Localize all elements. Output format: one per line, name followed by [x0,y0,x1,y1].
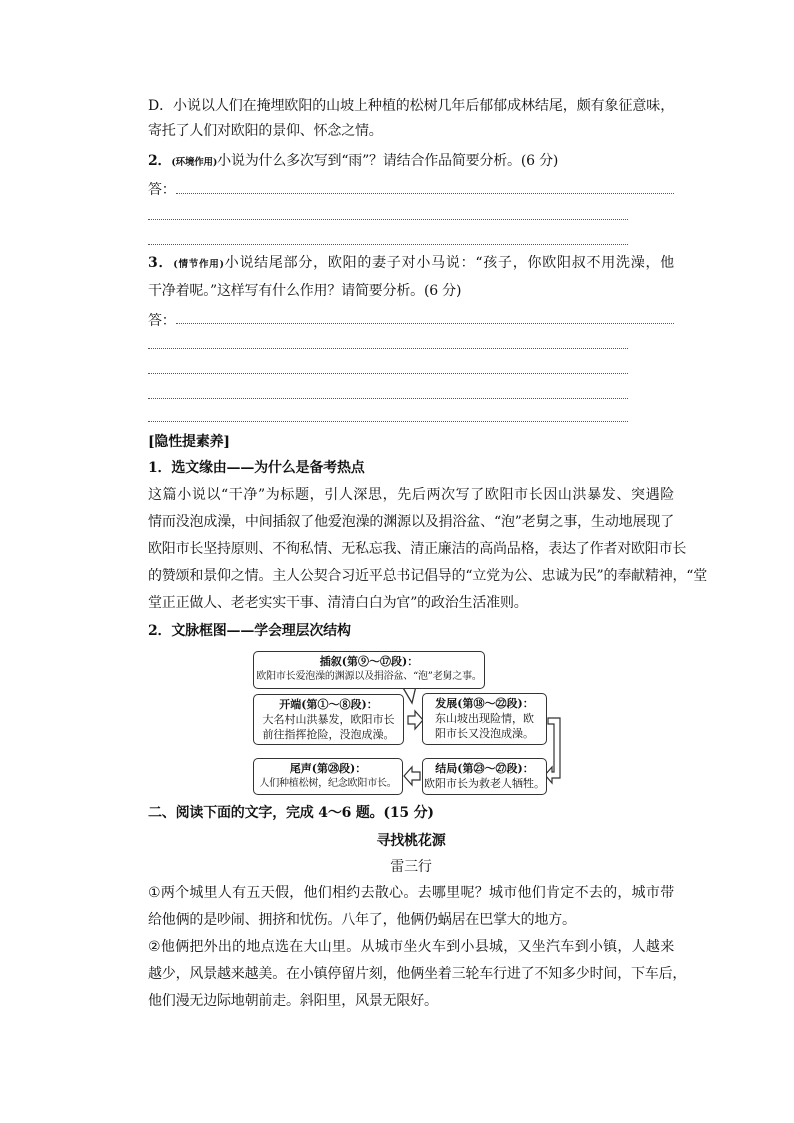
box-coda: 尾声(第㉘段)： 人们种植松树，纪念欧阳市长。 [253,758,403,795]
section-heading-1: 1．选文缘由——为什么是备考热点 [148,460,365,476]
answer-line[interactable] [148,373,628,374]
paragraph-line: 堂正正做人、老老实实干事、清清白白为官”的政治生活准则。 [148,595,528,611]
paragraph-line: 的赞颂和景仰之情。主人公契合习近平总书记倡导的“立党为公、忠诚为民”的奉献精神，“堂 [148,568,708,584]
answer-label: 答： [148,313,176,329]
paragraph-line: 这篇小说以“干净”为标题，引人深思，先后两次写了欧阳市长因山洪暴发、突遇险 [148,487,674,503]
option-d-line2: 寄托了人们对欧阳的景仰、怀念之情。 [148,123,383,139]
question-3-line1 [148,253,674,275]
option-d-line1: D．小说以人们在掩埋欧阳的山坡上种植的松树几年后郁郁成林结尾，颇有象征意味， [148,98,674,114]
question-text: 小说为什么多次写到“雨”？请结合作品简要分析。(6 分) [217,153,559,169]
paragraph-line: 欧阳市长坚持原则、不徇私情、无私忘我、清正廉洁的高尚品格，表达了作者对欧阳市长 [148,541,687,557]
question-number: 3． [148,255,174,271]
box-opening: 开端(第①～⑧段)： 大名村山洪暴发，欧阳市长 前往指挥抢险，没泡成澡。 [253,694,404,745]
question-text: 小说结尾部分，欧阳的妻子对小马说：“孩子，你欧阳叔不用洗澡，他 [223,255,674,271]
question-tag: (环境作用) [171,157,218,168]
answer-line[interactable] [176,323,674,324]
answer-line[interactable] [148,348,628,349]
paragraph-line: ②他俩把外出的地点选在大山里。从城市坐火车到小县城，又坐汽车到小镇，人越来 [148,939,674,955]
arrow-left-icon [404,767,420,785]
answer-line[interactable] [148,421,628,422]
section-heading-2: 2．文脉框图——学会理层次结构 [148,623,351,639]
article-author: 雷三行 [390,859,432,875]
question-tag: (情节作用) [173,259,224,270]
answer-line[interactable] [148,244,628,245]
box-ending: 结局(第㉓～㉗段)： 欧阳市长为救老人牺牲。 [422,758,547,795]
paragraph-line: 越少，风景越来越美。在小镇停留片刻，他俩坐着三轮车行进了不知多少时间，下车后， [148,966,687,982]
answer-line[interactable] [148,219,628,220]
answer-line[interactable] [176,193,674,194]
paragraph-line: 他们漫无边际地朝前走。斜阳里，风景无限好。 [148,993,438,1009]
answer-line[interactable] [148,398,628,399]
section-title: [隐性提素养] [148,434,230,450]
paragraph-line: 情而没泡成澡，中间插叙了他爱泡澡的渊源以及捐浴盆、“泡”老舅之事，生动地展现了 [148,514,674,530]
article-title: 寻找桃花源 [376,833,446,849]
question-2 [148,151,674,173]
question-3-line2: 干净着呢。”这样写有什么作用？请简要分析。(6 分) [148,283,462,299]
box-flashback: 插叙(第⑨～⑰段)： 欧阳市长爱泡澡的渊源以及捐浴盆、“泡”老舅之事。 [253,651,485,689]
answer-label: 答： [148,182,176,198]
box-development: 发展(第⑱～㉒段)： 东山坡出现险情，欧 阳市长又没泡成澡。 [422,693,547,745]
part2-heading: 二、阅读下面的文字，完成 4～6 题。(15 分) [148,805,434,821]
paragraph-line: 给他俩的是吵闹、拥挤和忧伤。八年了，他俩仍蜗居在巴掌大的地方。 [148,912,576,928]
question-number: 2． [148,153,172,169]
arrow-down-left-icon [545,718,560,783]
arrow-right-icon [408,711,423,729]
paragraph-line: ①两个城里人有五天假，他们相约去散心。去哪里呢？城市他们肯定不去的，城市带 [148,885,674,901]
